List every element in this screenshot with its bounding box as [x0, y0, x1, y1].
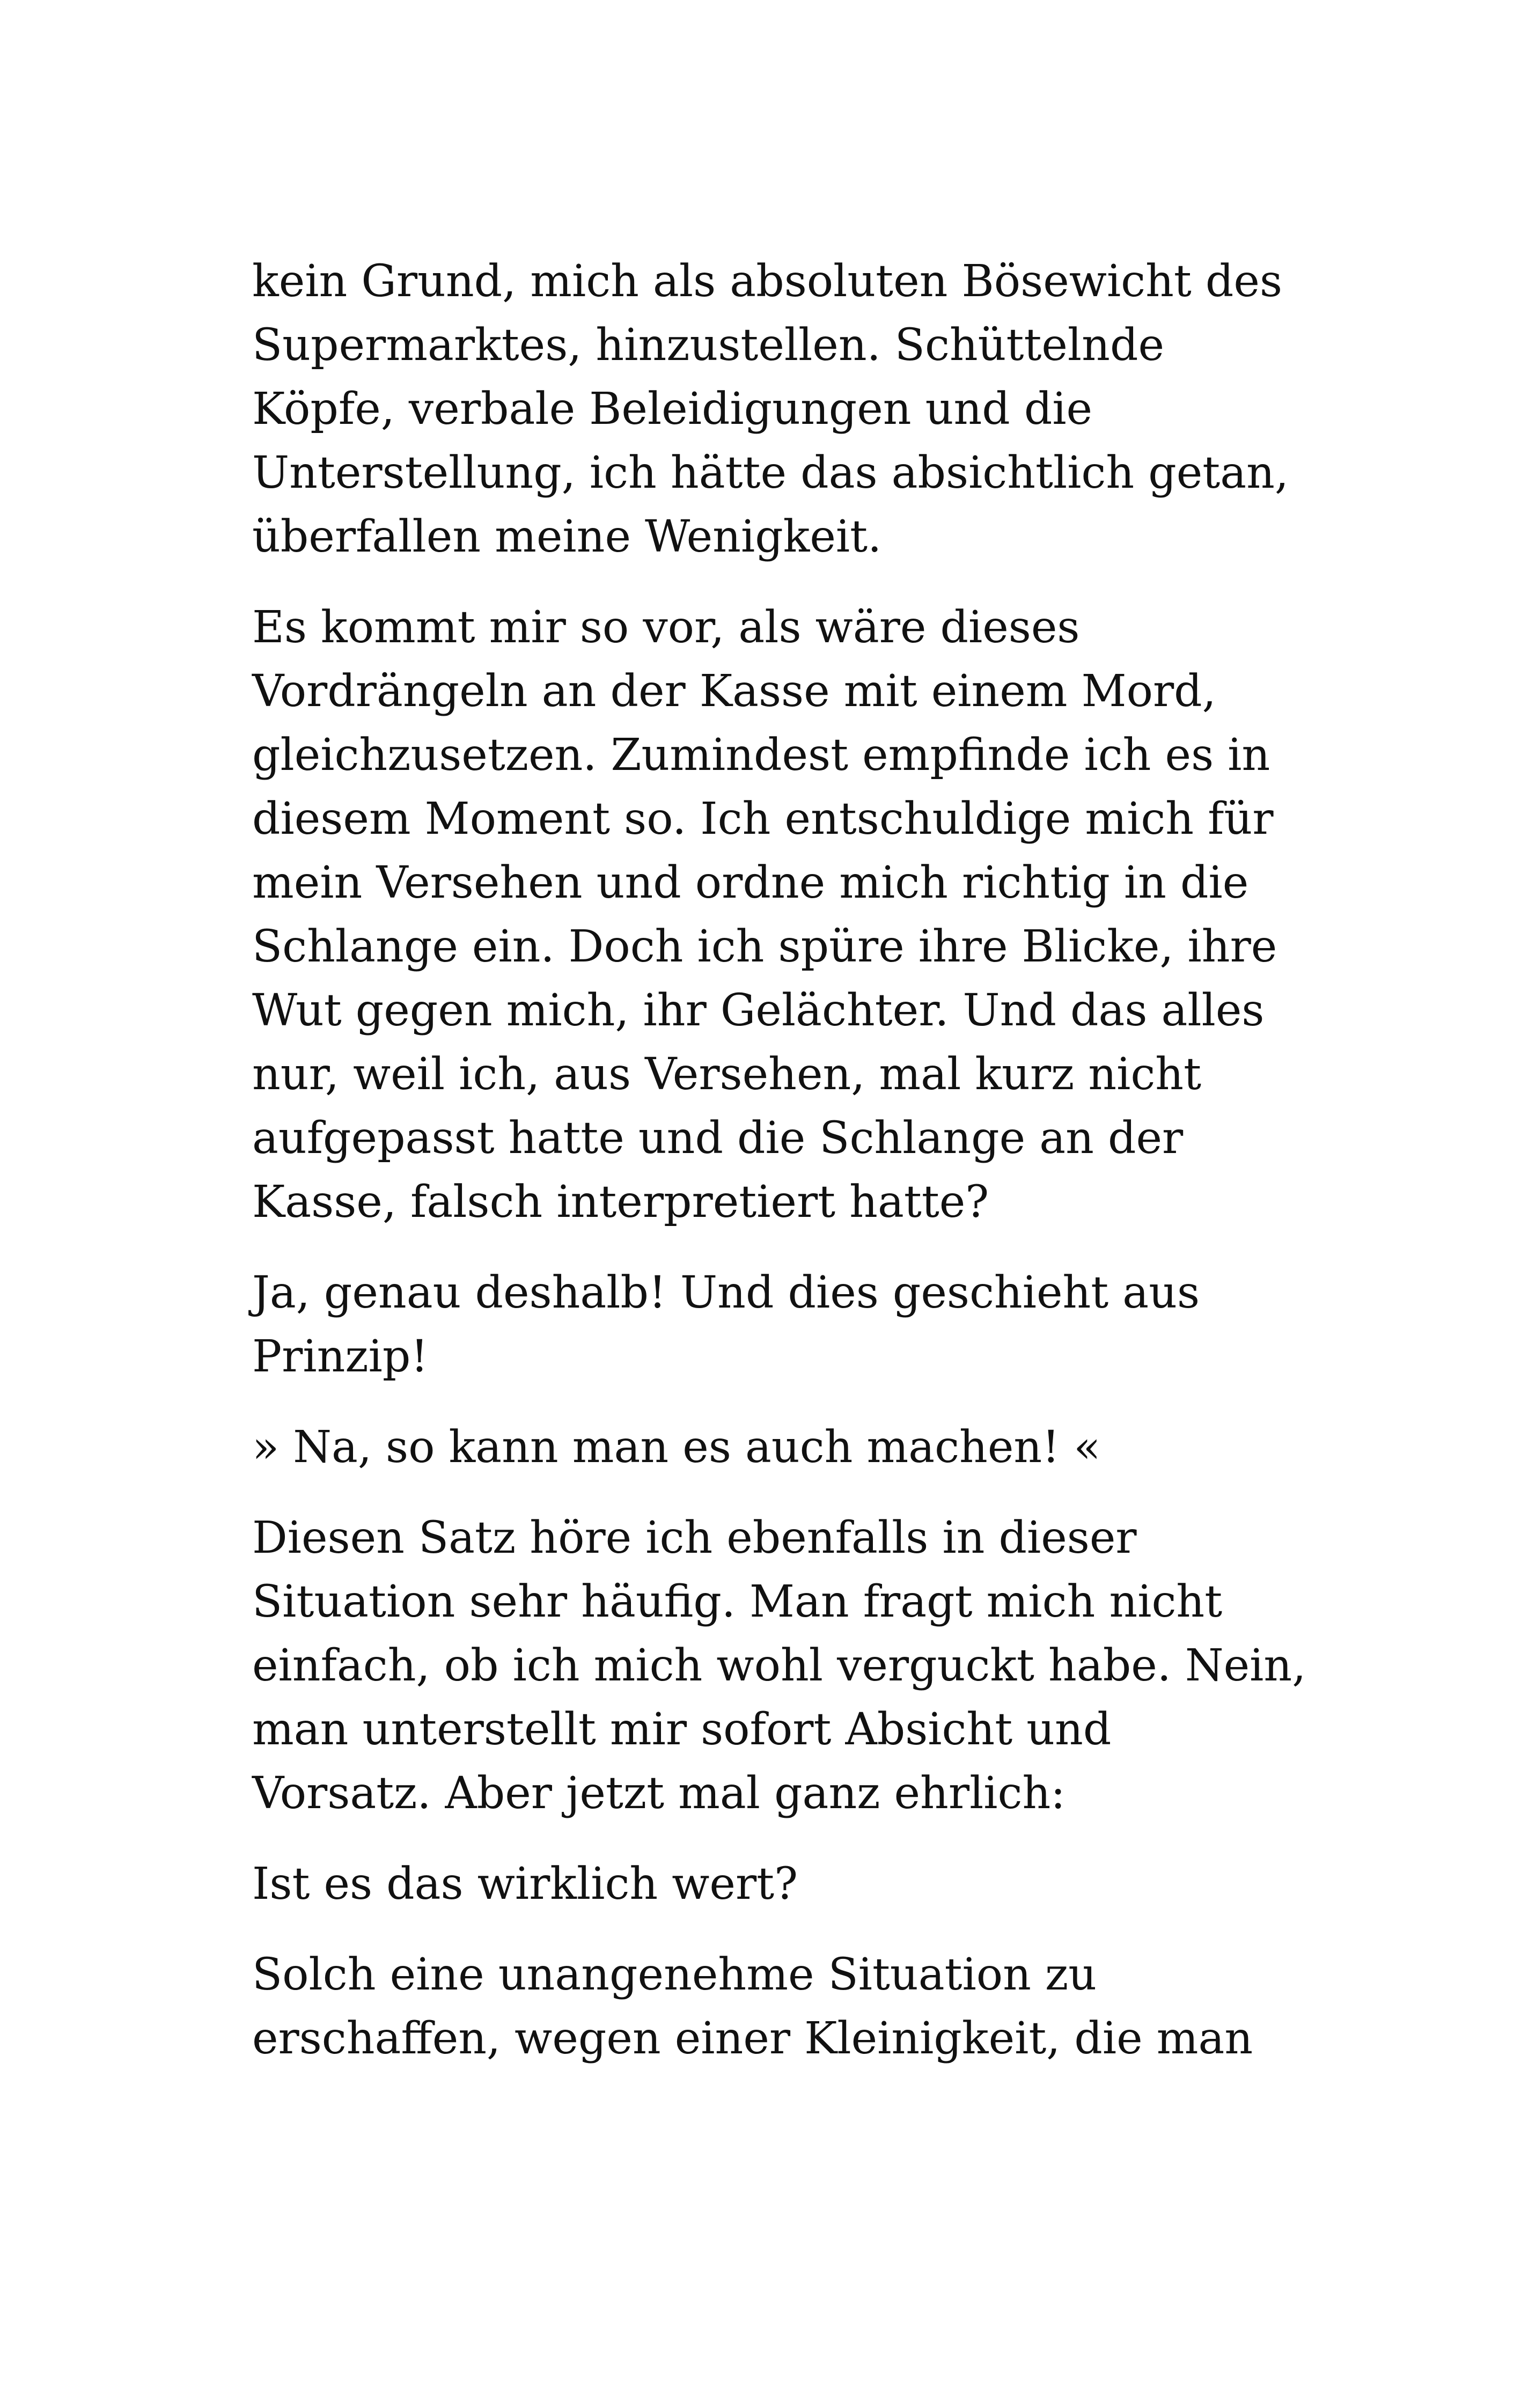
paragraph-7: [252, 1943, 1314, 2071]
text-line: Supermarktes, hinzustellen. Schüttelnde: [252, 320, 1164, 371]
text-line: nur, weil ich, aus Versehen, mal kurz nicht: [252, 1049, 1202, 1100]
text-line: gleichzusetzen. Zumindest empfinde ich es in: [252, 730, 1270, 781]
text-line: erschaffen, wegen einer Kleinigkeit, die man: [252, 2013, 1253, 2064]
text-line: Köpfe, verbale Beleidigungen und die: [252, 384, 1093, 435]
paragraph-3: [252, 1261, 1314, 1389]
text-line: Schlange ein. Doch ich spüre ihre Blicke, ihre: [252, 921, 1277, 972]
text-line: Situation sehr häufig. Man fragt mich nicht: [252, 1576, 1223, 1627]
text-line: Wut gegen mich, ihr Gelächter. Und das alles: [252, 985, 1265, 1036]
body-text: [252, 249, 1314, 2097]
text-line: mein Versehen und ordne mich richtig in die: [252, 857, 1249, 908]
text-line: man unterstellt mir sofort Absicht und: [252, 1704, 1112, 1755]
paragraph-4-quote: [252, 1415, 1314, 1479]
text-line: Vordrängeln an der Kasse mit einem Mord,: [252, 666, 1216, 717]
paragraph-5: [252, 1506, 1314, 1825]
text-line: Ist es das wirklich wert?: [252, 1859, 798, 1910]
text-line: Unterstellung, ich hätte das absichtlich getan,: [252, 447, 1289, 498]
text-line: aufgepasst hatte und die Schlange an der: [252, 1113, 1184, 1164]
text-line: Kasse, falsch interpretiert hatte?: [252, 1177, 989, 1228]
text-line: einfach, ob ich mich wohl verguckt habe. Nein,: [252, 1640, 1306, 1691]
text-line: Diesen Satz höre ich ebenfalls in dieser: [252, 1513, 1137, 1563]
text-line: diesem Moment so. Ich entschuldige mich für: [252, 794, 1274, 845]
text-line: überfallen meine Wenigkeit.: [252, 511, 882, 562]
text-line: Vorsatz. Aber jetzt mal ganz ehrlich:: [252, 1768, 1066, 1819]
text-line: Solch eine unangenehme Situation zu: [252, 1949, 1097, 2000]
paragraph-6: [252, 1852, 1314, 1916]
paragraph-2: [252, 596, 1314, 1234]
paragraph-1: [252, 249, 1314, 569]
text-line: kein Grund, mich als absoluten Bösewicht des: [252, 256, 1283, 307]
text-line: Es kommt mir so vor, als wäre dieses: [252, 602, 1080, 653]
text-line: » Na, so kann man es auch machen! «: [252, 1422, 1101, 1473]
text-line: Prinzip!: [252, 1331, 429, 1382]
text-line: Ja, genau deshalb! Und dies geschieht aus: [252, 1267, 1200, 1318]
